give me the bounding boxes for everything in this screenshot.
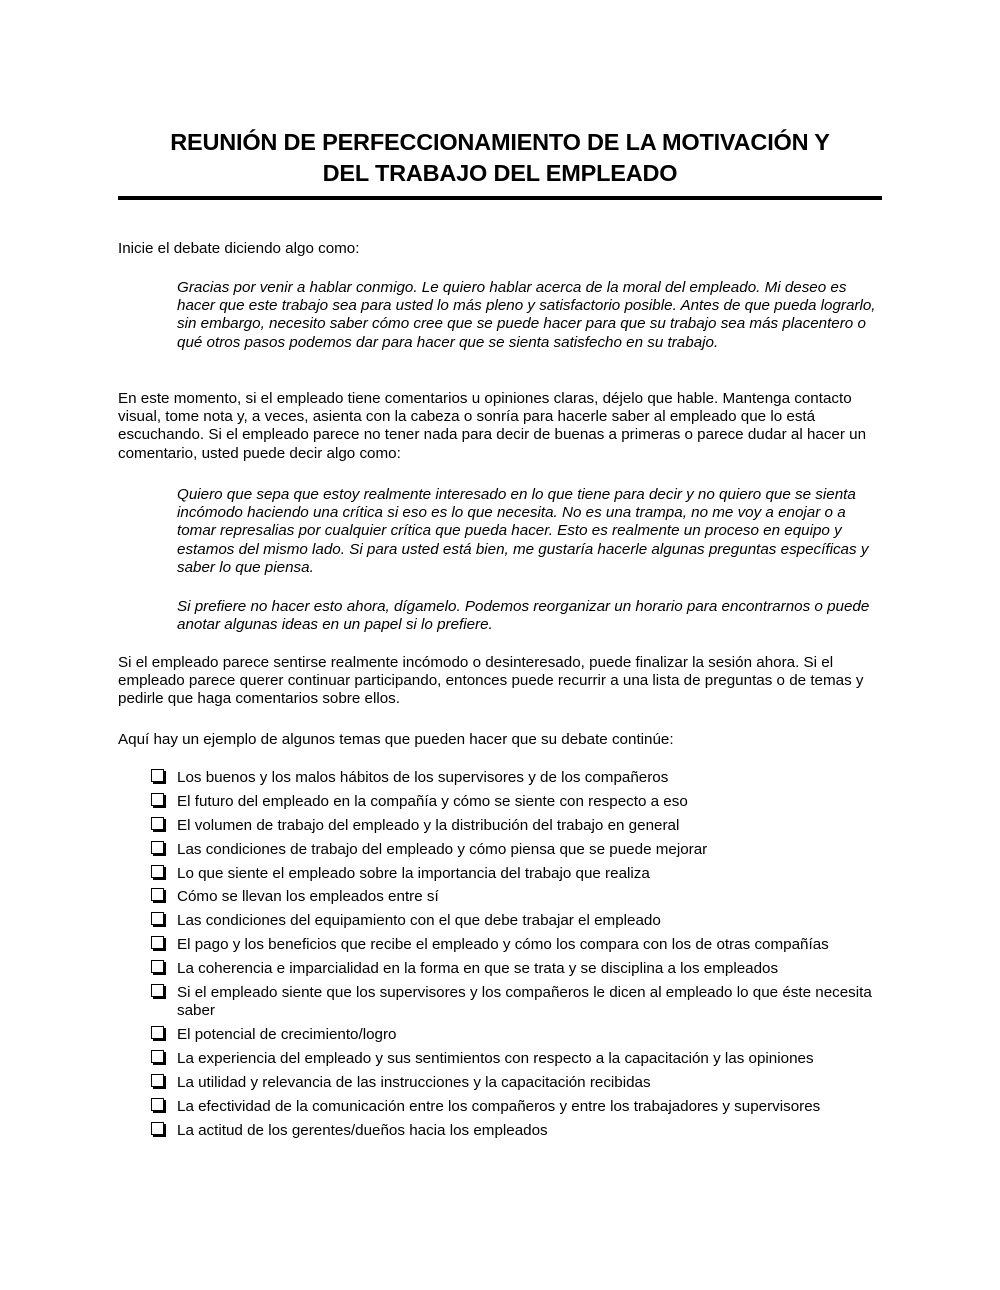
checklist-item-label: Los buenos y los malos hábitos de los supervisores y de los compañeros	[177, 769, 669, 786]
checkbox-icon[interactable]	[151, 793, 164, 806]
body-paragraph-2: En este momento, si el empleado tiene comentarios u opiniones claras, déjelo que hable. Mantenga contacto visual, tome nota y, a veces, asienta con la cabeza o sonría para hacerle saber al empleado que lo está escuchando. Si el empleado parece no tener nada para decir de buenas a primeras o parece dudar al hacer un comentario, usted puede decir algo como:	[118, 390, 867, 462]
quote-paragraph-3: Si prefiere no hacer esto ahora, dígamelo. Podemos reorganizar un horario para encontrarnos o puede anotar algunas ideas en un papel si lo prefiere.	[177, 598, 870, 634]
checklist-item[interactable]	[150, 865, 882, 883]
checklist-item[interactable]	[150, 960, 882, 978]
checkbox-icon[interactable]	[151, 936, 164, 949]
checklist-item-label: El volumen de trabajo del empleado y la distribución del trabajo en general	[177, 816, 680, 834]
checklist-item-label: La utilidad y relevancia de las instrucciones y la capacitación recibidas	[177, 1073, 651, 1091]
title-divider	[118, 196, 882, 200]
document-title	[118, 127, 882, 189]
checklist-item-label: El pago y los beneficios que recibe el empleado y cómo los compara con los de otras compañías	[177, 936, 829, 954]
checkbox-icon[interactable]	[151, 912, 164, 925]
checklist-item-label: Lo que siente el empleado sobre la importancia del trabajo que realiza	[177, 864, 650, 882]
quote-paragraph-2: Quiero que sepa que estoy realmente interesado en lo que tiene para decir y no quiero que se sienta incómodo haciendo una crítica si eso es lo que necesita. No es una trampa, no me voy a enojar o a tomar represalias por cualquier crítica que pueda hacer. Esto es realmente un proceso en equipo y estamos del mismo lado. Si para usted está bien, me gustaría hacerle algunas preguntas específicas y saber lo que piensa.	[177, 486, 869, 576]
checkbox-icon[interactable]	[151, 1026, 164, 1039]
checklist-item[interactable]	[150, 769, 882, 787]
checklist-item[interactable]	[150, 817, 882, 835]
checkbox-icon[interactable]	[151, 1098, 164, 1111]
topics-checklist	[150, 769, 882, 1146]
checklist-item[interactable]	[150, 793, 882, 811]
checkbox-icon[interactable]	[151, 984, 164, 997]
checklist-item[interactable]	[150, 984, 882, 1020]
checklist-item[interactable]	[150, 888, 882, 906]
checkbox-icon[interactable]	[151, 888, 164, 901]
checklist-item-label: La actitud de los gerentes/dueños hacia los empleados	[177, 1121, 548, 1139]
title-line-1: REUNIÓN DE PERFECCIONAMIENTO DE LA MOTIVACIÓN Y	[170, 129, 830, 155]
intro-paragraph: Inicie el debate diciendo algo como:	[118, 240, 360, 257]
checklist-item-label: Cómo se llevan los empleados entre sí	[177, 888, 439, 906]
checkbox-icon[interactable]	[151, 960, 164, 973]
checklist-item-label: Las condiciones de trabajo del empleado y cómo piensa que se puede mejorar	[177, 840, 708, 858]
checklist-item[interactable]	[150, 936, 882, 954]
checklist-item-label: La efectividad de la comunicación entre los compañeros y entre los trabajadores y supervisores	[177, 1097, 821, 1115]
checkbox-icon[interactable]	[151, 817, 164, 830]
checkbox-icon[interactable]	[151, 769, 164, 782]
checklist-item[interactable]	[150, 912, 882, 930]
checklist-item-label: Las condiciones del equipamiento con el que debe trabajar el empleado	[177, 912, 661, 930]
quote-paragraph-1: Gracias por venir a hablar conmigo. Le quiero hablar acerca de la moral del empleado. Mi deseo es hacer que este trabajo sea para usted lo más pleno y satisfactorio posible. Antes de que pueda lograrlo, sin embargo, necesito saber cómo cree que se puede hacer para que su trabajo sea más placentero o qué otros pasos podemos dar para hacer que se sienta satisfecho en su trabajo.	[177, 279, 876, 351]
checklist-item[interactable]	[150, 1026, 882, 1044]
title-line-2: DEL TRABAJO DEL EMPLEADO	[322, 160, 678, 186]
checkbox-icon[interactable]	[151, 1074, 164, 1087]
checklist-item-label: El potencial de crecimiento/logro	[177, 1026, 397, 1044]
body-paragraph-3: Si el empleado parece sentirse realmente incómodo o desinteresado, puede finalizar la sesión ahora. Si el empleado parece querer continuar participando, entonces puede recurrir a una lista de preguntas o de temas y pedirle que haga comentarios sobre ellos.	[118, 654, 864, 708]
checkbox-icon[interactable]	[151, 1122, 164, 1135]
checklist-item-label: La experiencia del empleado y sus sentimientos con respecto a la capacitación y las opiniones	[177, 1050, 814, 1067]
checkbox-icon[interactable]	[151, 1050, 164, 1063]
checklist-item-label: El futuro del empleado en la compañía y cómo se siente con respecto a eso	[177, 792, 688, 810]
checklist-item[interactable]	[150, 1050, 882, 1068]
checklist-item-label: Si el empleado siente que los supervisores y los compañeros le dicen al empleado lo que éste necesita saber	[177, 984, 872, 1020]
checklist-item[interactable]	[150, 841, 882, 859]
checklist-item[interactable]	[150, 1098, 882, 1116]
checklist-item-label: La coherencia e imparcialidad en la forma en que se trata y se disciplina a los empleados	[177, 960, 779, 978]
checklist-item[interactable]	[150, 1122, 882, 1140]
checkbox-icon[interactable]	[151, 865, 164, 878]
checkbox-icon[interactable]	[151, 841, 164, 854]
body-paragraph-4: Aquí hay un ejemplo de algunos temas que pueden hacer que su debate continúe:	[118, 731, 674, 748]
checklist-item[interactable]	[150, 1074, 882, 1092]
